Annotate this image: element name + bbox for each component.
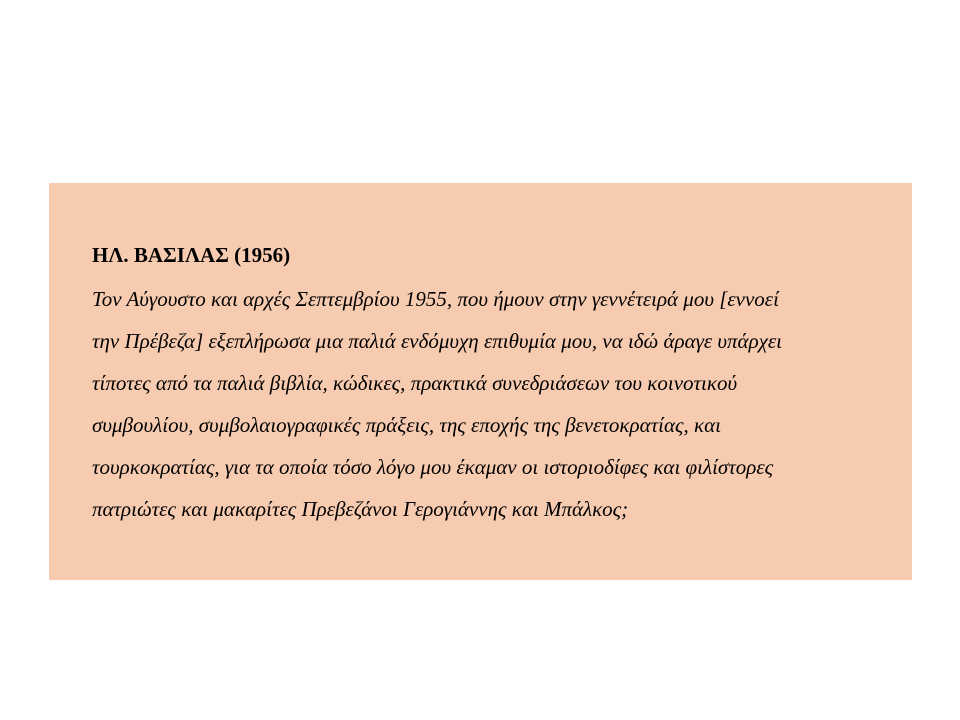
quote-line-5: τουρκοκρατίας, για τα οποία τόσο λόγο μου έκαμαν οι ιστοριοδίφες και φιλίστορες bbox=[92, 455, 774, 479]
quote-line-1: Τον Αύγουστο και αρχές Σεπτεμβρίου 1955, που ήμουν στην γεννέτειρά μου [εννοεί bbox=[92, 287, 779, 311]
quote-box bbox=[49, 183, 912, 580]
quote-line-3: τίποτες από τα παλιά βιβλία, κώδικες, πρακτικά συνεδριάσεων του κοινοτικού bbox=[92, 371, 738, 395]
quote-line-4: συμβουλίου, συμβολαιογραφικές πράξεις, της εποχής της βενετοκρατίας, και bbox=[92, 413, 721, 437]
quote-line-6: πατριώτες και μακαρίτες Πρεβεζάνοι Γερογιάννης και Μπάλκος; bbox=[92, 497, 629, 521]
quote-title: ΗΛ. ΒΑΣΙΛΑΣ (1956) bbox=[92, 243, 291, 267]
quote-line-2: την Πρέβεζα] εξεπλήρωσα μια παλιά ενδόμυχη επιθυμία μου, να ιδώ άραγε υπάρχει bbox=[92, 329, 782, 353]
quote-text bbox=[92, 283, 782, 535]
